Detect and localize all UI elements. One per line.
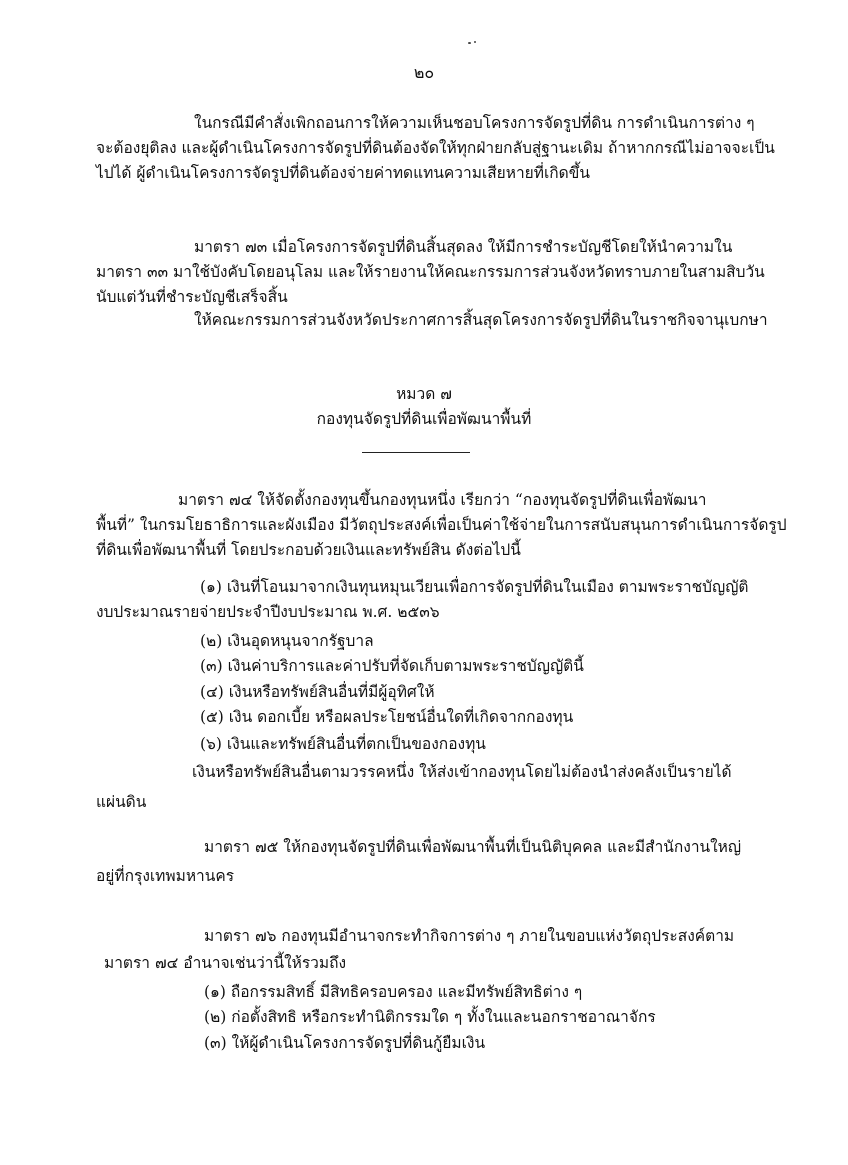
paragraph-line: ไปได้ ผู้ดำเนินโครงการจัดรูปที่ดินต้องจ่ายค่าทดแทนความเสียหายที่เกิดขึ้น [96, 164, 590, 182]
section-74-item: งบประมาณรายจ่ายประจำปีงบประมาณ พ.ศ. ๒๕๓๖ [96, 603, 440, 621]
section-74-item: (๕) เงิน ดอกเบี้ย หรือผลประโยชน์อื่นใดที่เกิดจากกองทุน [200, 708, 574, 726]
scan-speck [468, 42, 471, 44]
scan-speck [474, 41, 476, 43]
section-76-item: (๒) ก่อตั้งสิทธิ หรือกระทำนิติกรรมใด ๆ ทั้งในและนอกราชอาณาจักร [204, 1008, 656, 1026]
section-73-line: มาตรา ๓๓ มาใช้บังคับโดยอนุโลม และให้รายงานให้คณะกรรมการส่วนจังหวัดทราบภายในสามสิบวัน [96, 263, 765, 281]
paragraph-line: ในกรณีมีคำสั่งเพิกถอนการให้ความเห็นชอบโครงการจัดรูปที่ดิน การดำเนินการต่าง ๆ [194, 114, 755, 132]
heading-divider [362, 452, 470, 453]
section-76-item: (๓) ให้ผู้ดำเนินโครงการจัดรูปที่ดินกู้ยืมเงิน [204, 1034, 486, 1052]
section-73-line: นับแต่วันที่ชำระบัญชีเสร็จสิ้น [96, 288, 288, 306]
chapter-title: กองทุนจัดรูปที่ดินเพื่อพัฒนาพื้นที่ [316, 410, 532, 428]
chapter-number: หมวด ๗ [396, 385, 452, 403]
section-73-line: ให้คณะกรรมการส่วนจังหวัดประกาศการสิ้นสุดโครงการจัดรูปที่ดินในราชกิจจานุเบกษา [194, 311, 768, 329]
page-number: ๒๐ [413, 63, 435, 82]
section-75-line: มาตรา ๗๕ ให้กองทุนจัดรูปที่ดินเพื่อพัฒนาพื้นที่เป็นนิติบุคคล และมีสำนักงานใหญ่ [204, 838, 742, 856]
paragraph-line: จะต้องยุติลง และผู้ดำเนินโครงการจัดรูปที่ดินต้องจัดให้ทุกฝ่ายกลับสู่ฐานะเดิม ถ้าหากกรณีไม่อาจจะเป็น [96, 139, 775, 157]
section-74-line: มาตรา ๗๔ ให้จัดตั้งกองทุนขึ้นกองทุนหนึ่ง เรียกว่า “กองทุนจัดรูปที่ดินเพื่อพัฒนา [178, 491, 707, 509]
section-76-item: (๑) ถือกรรมสิทธิ์ มีสิทธิครอบครอง และมีทรัพย์สิทธิต่าง ๆ [204, 983, 583, 1001]
section-74-item: (๓) เงินค่าบริการและค่าปรับที่จัดเก็บตามพระราชบัญญัตินี้ [200, 657, 584, 675]
section-74-line: พื้นที่” ในกรมโยธาธิการและผังเมือง มีวัตถุประสงค์เพื่อเป็นค่าใช้จ่ายในการสนับสนุนการดำเนินการจัดรูป [96, 516, 787, 534]
section-74-line: เงินหรือทรัพย์สินอื่นตามวรรคหนึ่ง ให้ส่งเข้ากองทุนโดยไม่ต้องนำส่งคลังเป็นรายได้ [192, 763, 732, 781]
section-76-line: มาตรา ๗๖ กองทุนมีอำนาจกระทำกิจการต่าง ๆ ภายในขอบแห่งวัตถุประสงค์ตาม [204, 927, 735, 945]
section-74-item: (๑) เงินที่โอนมาจากเงินทุนหมุนเวียนเพื่อการจัดรูปที่ดินในเมือง ตามพระราชบัญญัติ [200, 578, 749, 596]
section-74-item: (๔) เงินหรือทรัพย์สินอื่นที่มีผู้อุทิศให้ [200, 683, 435, 701]
section-74-line: แผ่นดิน [96, 793, 147, 811]
section-74-item: (๒) เงินอุดหนุนจากรัฐบาล [200, 632, 374, 650]
section-75-line: อยู่ที่กรุงเทพมหานคร [96, 867, 235, 885]
section-74-line: ที่ดินเพื่อพัฒนาพื้นที่ โดยประกอบด้วยเงินและทรัพย์สิน ดังต่อไปนี้ [96, 541, 521, 559]
section-76-line: มาตรา ๗๔ อำนาจเช่นว่านี้ให้รวมถึง [104, 954, 347, 972]
section-74-item: (๖) เงินและทรัพย์สินอื่นที่ตกเป็นของกองทุน [200, 735, 486, 753]
section-73-line: มาตรา ๗๓ เมื่อโครงการจัดรูปที่ดินสิ้นสุดลง ให้มีการชำระบัญชีโดยให้นำความใน [194, 238, 733, 256]
